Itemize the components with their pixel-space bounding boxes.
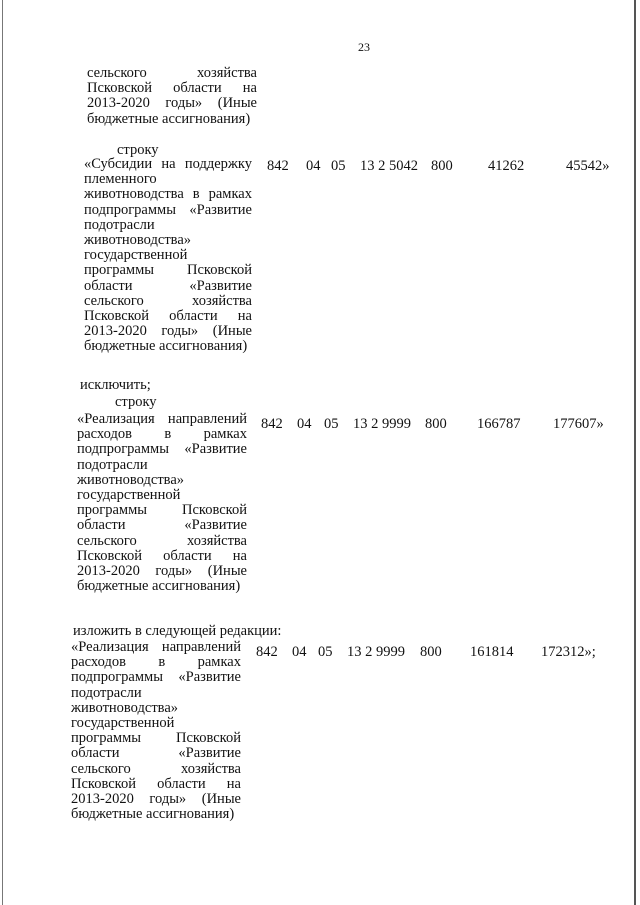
description-line: программы Псковской: [77, 502, 247, 519]
description-line: сельского хозяйства: [77, 532, 247, 549]
code-expense-type: 800: [420, 644, 442, 660]
description-block-realization-new: [71, 640, 241, 822]
description-line: государственной: [77, 486, 181, 503]
description-line: племенного: [84, 171, 157, 188]
description-line: государственной: [71, 714, 175, 731]
amount-year-2: 172312»;: [541, 644, 596, 660]
amount-year-2: 177607»: [553, 416, 604, 432]
amount-year-1: 161814: [470, 644, 514, 660]
description-line: 2013-2020 годы» (Иные: [87, 95, 257, 112]
description-line: подпрограммы «Развитие: [71, 669, 241, 686]
description-line: расходов в рамках: [77, 426, 247, 443]
description-line: сельского хозяйства: [87, 65, 257, 81]
description-line: 2013-2020 годы» (Иные: [71, 790, 241, 807]
amount-year-1: 41262: [488, 158, 525, 174]
description-line: «Реализация направлений: [71, 639, 241, 655]
description-line: подотрасли: [84, 216, 155, 233]
description-line: «Субсидии на поддержку: [84, 156, 252, 172]
instruction-line: изложить в следующей редакции:: [73, 623, 282, 639]
budget-codes-row-3: [0, 645, 640, 660]
budget-codes-row-2: [0, 417, 640, 432]
code-expense-type: 800: [425, 416, 447, 432]
description-line: животноводства в рамках: [84, 186, 252, 203]
instruction-line: исключить;: [80, 377, 151, 393]
code-subsection: 05: [318, 644, 333, 660]
scan-edge-right: [634, 0, 636, 905]
description-line: государственной: [84, 247, 188, 264]
description-line: области «Развитие: [77, 517, 247, 534]
description-block-realization-old: [77, 412, 247, 594]
instruction-line: строку: [117, 142, 159, 158]
description-line: подотрасли: [77, 456, 148, 473]
description-block-continued: [87, 66, 257, 127]
description-line: сельского хозяйства: [84, 292, 252, 309]
code-expense-type: 800: [431, 158, 453, 174]
description-block-subsidies: [84, 157, 252, 354]
description-line: Псковской области на: [84, 307, 252, 324]
description-line: животноводства»: [71, 699, 179, 716]
scan-edge-left: [2, 0, 3, 905]
code-subsection: 05: [331, 158, 346, 174]
code-section: 04: [292, 644, 307, 660]
description-line: 2013-2020 годы» (Иные: [84, 323, 252, 340]
amount-year-2: 45542»: [566, 158, 610, 174]
description-line: области «Развитие: [71, 745, 241, 762]
description-line: бюджетные ассигнования): [71, 806, 235, 823]
code-admin: 842: [261, 416, 283, 432]
instruction-line: строку: [115, 394, 157, 410]
description-line: животноводства»: [84, 231, 192, 248]
description-line: подпрограммы «Развитие: [84, 201, 252, 218]
description-line: программы Псковской: [84, 262, 252, 279]
description-line: расходов в рамках: [71, 654, 241, 671]
code-admin: 842: [267, 158, 289, 174]
code-target-item: 13 2 5042: [360, 158, 418, 174]
budget-codes-row-1: [0, 156, 640, 174]
code-target-item: 13 2 9999: [353, 416, 411, 432]
description-line: области «Развитие: [84, 277, 252, 294]
description-line: подпрограммы «Развитие: [77, 441, 247, 458]
description-line: бюджетные ассигнования): [87, 110, 251, 127]
description-line: Псковской области на: [87, 80, 257, 97]
amount-year-1: 166787: [477, 416, 521, 432]
description-line: бюджетные ассигнования): [84, 338, 248, 355]
description-line: «Реализация направлений: [77, 411, 247, 427]
description-line: бюджетные ассигнования): [77, 578, 241, 595]
code-section: 04: [297, 416, 312, 432]
code-admin: 842: [256, 644, 278, 660]
page-number: 23: [358, 40, 370, 54]
description-line: Псковской области на: [71, 775, 241, 792]
code-subsection: 05: [324, 416, 339, 432]
description-line: животноводства»: [77, 471, 185, 488]
description-line: Псковской области на: [77, 547, 247, 564]
code-section: 04: [306, 158, 321, 174]
description-line: подотрасли: [71, 684, 142, 701]
description-line: программы Псковской: [71, 730, 241, 747]
description-line: 2013-2020 годы» (Иные: [77, 562, 247, 579]
description-line: сельского хозяйства: [71, 760, 241, 777]
code-target-item: 13 2 9999: [347, 644, 405, 660]
